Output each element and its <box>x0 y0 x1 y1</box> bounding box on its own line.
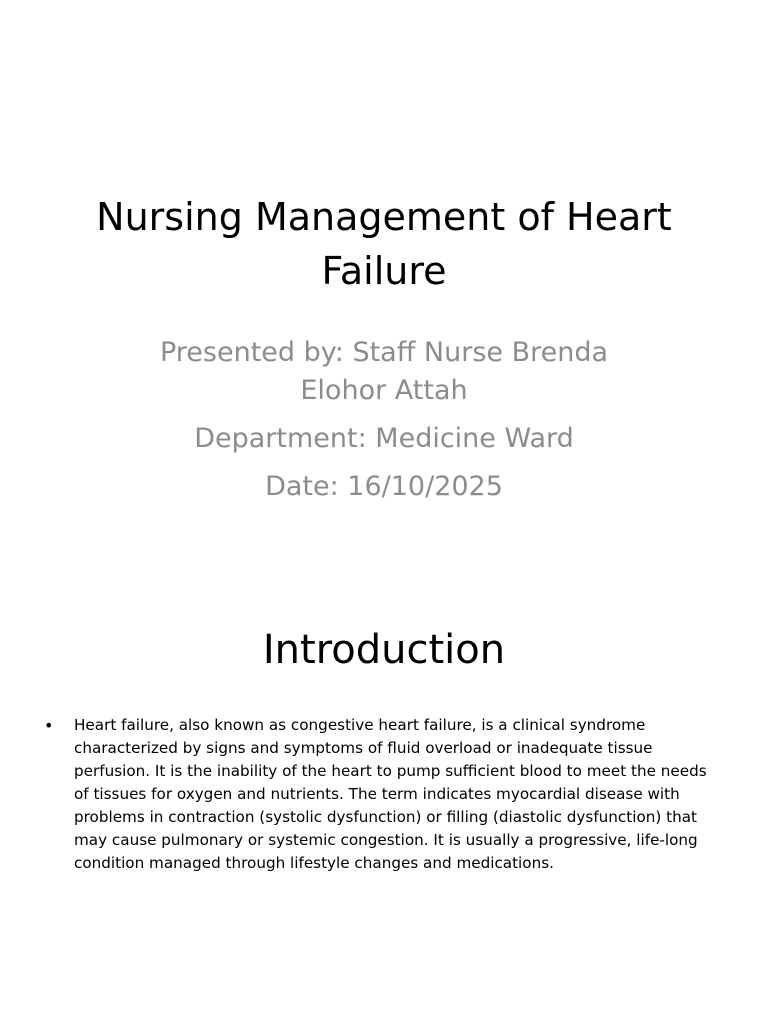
introduction-title: Introduction <box>262 627 506 673</box>
bullet-icon: • <box>44 716 54 735</box>
presentation-subtitle <box>114 334 654 506</box>
list-item <box>44 714 724 875</box>
presentation-title: Nursing Management of Heart Failure <box>96 195 672 293</box>
introduction-bullet-list <box>44 714 724 875</box>
bullet-text: Heart failure, also known as congestive heart failure, is a clinical syndrome characterized by signs and symptoms of fluid overload or inadequate tissue perfusion. It is the inability of the heart to pump sufficient blood to meet the needs of tissues for oxygen and nutrients. The term indicates myocardial disease with problems in contraction (systolic dysfunction) or filling (diastolic dysfunction) that may cause pulmonary or systemic congestion. It is usually a progressive, life-long condition managed through lifestyle changes and medications. <box>74 716 707 872</box>
presenter-line: Presented by: Staff Nurse Brenda Elohor Attah <box>159 337 609 406</box>
department-line: Department: Medicine Ward <box>194 423 574 454</box>
date-line: Date: 16/10/2025 <box>265 471 503 502</box>
